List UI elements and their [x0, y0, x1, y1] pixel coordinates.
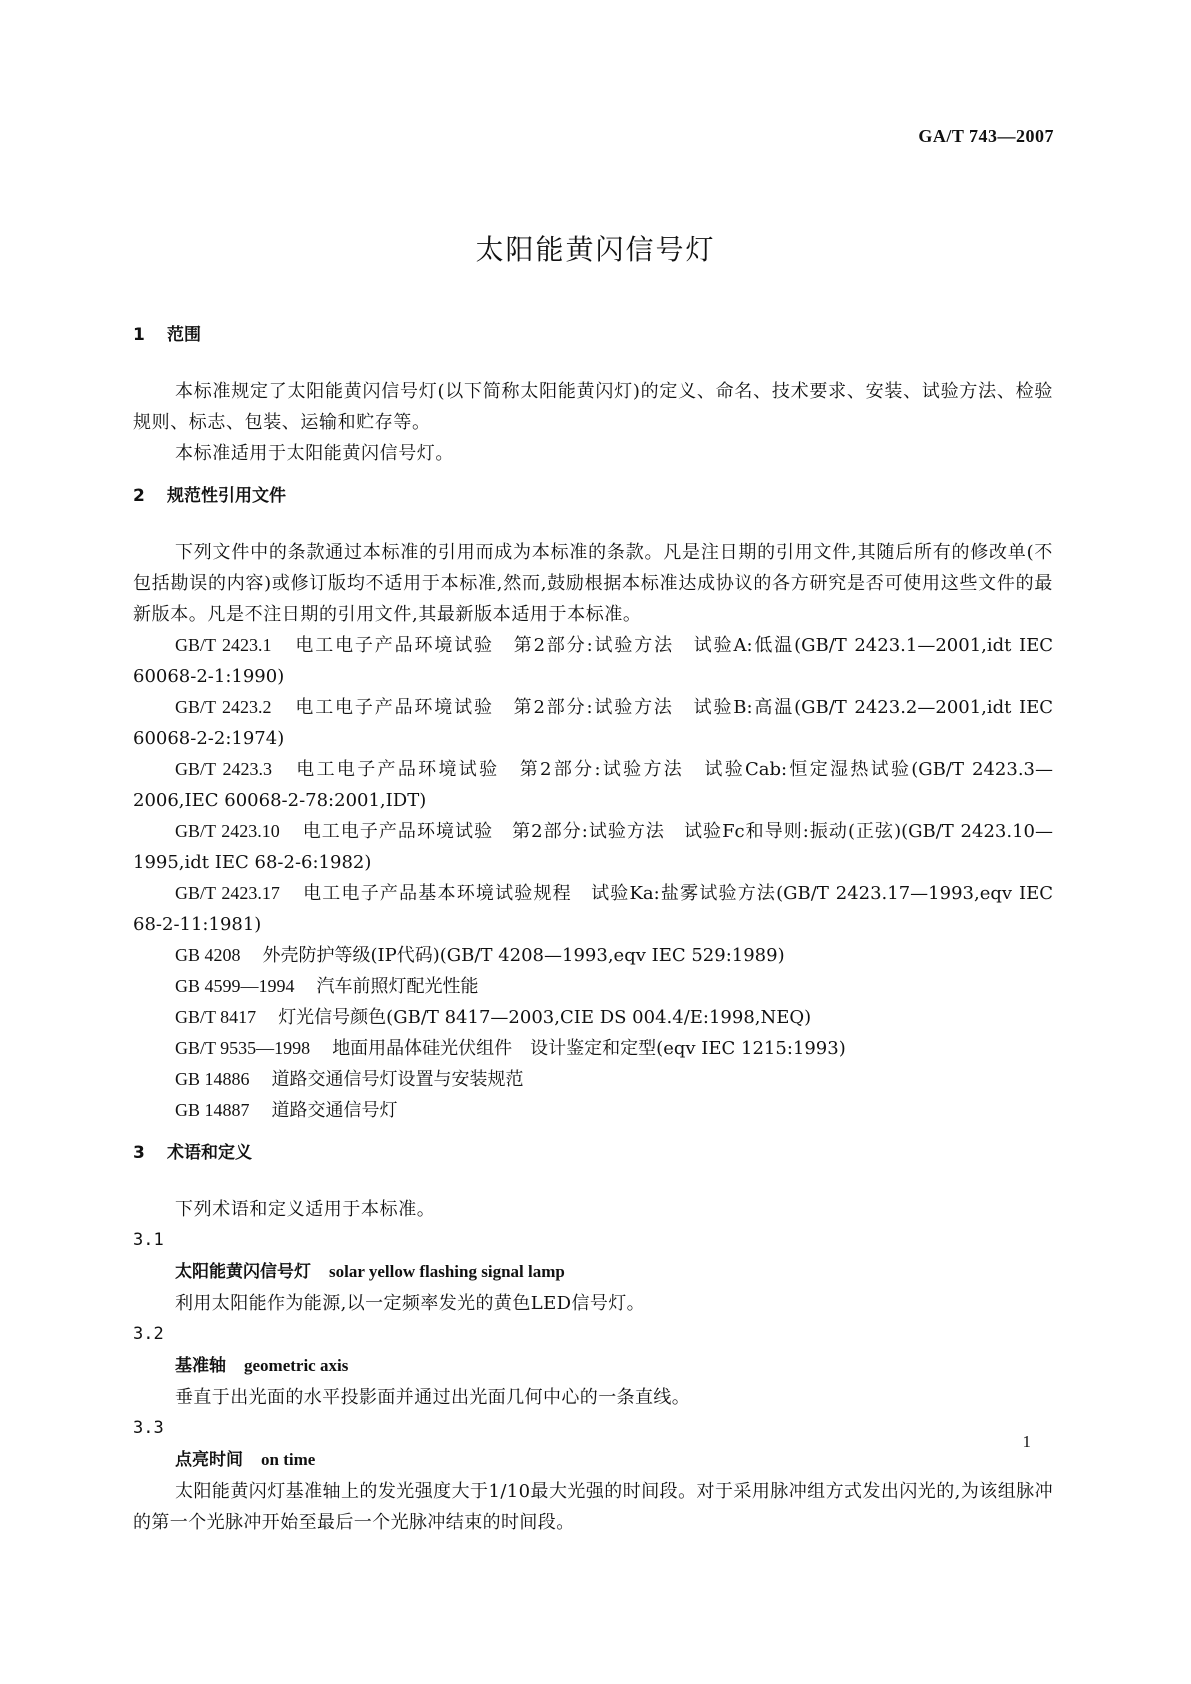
scope-paragraph: 本标准规定了太阳能黄闪信号灯(以下简称太阳能黄闪灯)的定义、命名、技术要求、安装、试验方法、检验规则、标志、包装、运输和贮存等。 [133, 381, 1053, 433]
term-number: 3.2 [133, 1324, 164, 1344]
section-title: 术语和定义 [167, 1143, 252, 1163]
reference-item [133, 630, 1053, 692]
reference-item [133, 878, 1053, 940]
section-number: 1 [133, 325, 145, 345]
section-heading-terms [133, 1142, 1053, 1164]
reference-code: GB/T 2423.17 [175, 883, 280, 903]
reference-item [133, 971, 1053, 1002]
section-title: 规范性引用文件 [167, 486, 286, 506]
reference-title: 灯光信号颜色(GB/T 8417—2003,CIE DS 004.4/E:1998,NEQ) [278, 1007, 812, 1028]
reference-title: 电工电子产品环境试验 第2部分:试验方法 试验Cab:恒定湿热试验(GB/T 2423.3—2006,IEC 60068-2-78:2001,IDT) [133, 759, 1053, 811]
section-heading-normative-references [133, 485, 1053, 507]
reference-item [133, 754, 1053, 816]
term-chinese: 太阳能黄闪信号灯 [175, 1262, 311, 1282]
term-english: on time [261, 1450, 316, 1469]
reference-title: 道路交通信号灯 [271, 1100, 398, 1121]
section-number: 3 [133, 1143, 145, 1163]
document-title: 太阳能黄闪信号灯 [475, 233, 716, 266]
reference-item [133, 940, 1053, 971]
reference-code: GB/T 8417 [175, 1007, 257, 1027]
reference-code: GB/T 2423.1 [175, 635, 272, 655]
section-title: 范围 [167, 325, 201, 345]
reference-code: GB 4208 [175, 945, 241, 965]
page-number: 1 [1022, 1432, 1031, 1451]
reference-item [133, 692, 1053, 754]
term-definition: 太阳能黄闪灯基准轴上的发光强度大于1/10最大光强的时间段。对于采用脉冲组方式发出闪光的,为该组脉冲的第一个光脉冲开始至最后一个光脉冲结束的时间段。 [133, 1481, 1053, 1533]
term-chinese: 点亮时间 [175, 1450, 243, 1470]
reference-title: 电工电子产品环境试验 第2部分:试验方法 试验B:高温(GB/T 2423.2—2001,idt IEC 60068-2-2:1974) [133, 697, 1053, 749]
reference-code: GB 14886 [175, 1069, 250, 1089]
reference-code: GB 4599—1994 [175, 976, 295, 996]
reference-list [133, 630, 1053, 1126]
term-definition: 垂直于出光面的水平投影面并通过出光面几何中心的一条直线。 [175, 1387, 691, 1408]
reference-code: GB/T 2423.10 [175, 821, 280, 841]
term-heading [133, 1350, 1053, 1382]
reference-code: GB/T 9535—1998 [175, 1038, 311, 1058]
section-heading-scope [133, 324, 1053, 346]
term-list [133, 1225, 1053, 1538]
reference-code: GB/T 2423.2 [175, 697, 272, 717]
scope-paragraph: 本标准适用于太阳能黄闪信号灯。 [175, 443, 454, 464]
reference-item [133, 1033, 1053, 1064]
term-number: 3.1 [133, 1230, 164, 1250]
reference-title: 电工电子产品环境试验 第2部分:试验方法 试验A:低温(GB/T 2423.1—2001,idt IEC 60068-2-1:1990) [133, 635, 1053, 687]
reference-code: GB 14887 [175, 1100, 250, 1120]
reference-item [133, 1064, 1053, 1095]
reference-item [133, 1095, 1053, 1126]
reference-title: 汽车前照灯配光性能 [316, 976, 479, 997]
standard-code: GA/T 743—2007 [918, 126, 1054, 146]
reference-title: 电工电子产品环境试验 第2部分:试验方法 试验Fc和导则:振动(正弦)(GB/T 2423.10—1995,idt IEC 68-2-6:1982) [133, 821, 1053, 873]
reference-code: GB/T 2423.3 [175, 759, 272, 779]
term-english: solar yellow flashing signal lamp [329, 1262, 565, 1281]
references-intro: 下列文件中的条款通过本标准的引用而成为本标准的条款。凡是注日期的引用文件,其随后所有的修改单(不包括勘误的内容)或修订版均不适用于本标准,然而,鼓励根据本标准达成协议的各方研究是否可使用这些文件的最新版本。凡是不注日期的引用文件,其最新版本适用于本标准。 [133, 542, 1053, 625]
reference-title: 道路交通信号灯设置与安装规范 [271, 1069, 524, 1090]
reference-title: 外壳防护等级(IP代码)(GB/T 4208—1993,eqv IEC 529:1989) [262, 945, 785, 966]
reference-title: 地面用晶体硅光伏组件 设计鉴定和定型(eqv IEC 1215:1993) [332, 1038, 846, 1059]
reference-title: 电工电子产品基本环境试验规程 试验Ka:盐雾试验方法(GB/T 2423.17—1993,eqv IEC 68-2-11:1981) [133, 883, 1053, 935]
term-heading [133, 1444, 1053, 1476]
term-definition: 利用太阳能作为能源,以一定频率发光的黄色LED信号灯。 [175, 1293, 646, 1314]
term-number: 3.3 [133, 1418, 164, 1438]
term-english: geometric axis [244, 1356, 349, 1375]
term-chinese: 基准轴 [175, 1356, 226, 1376]
terms-intro: 下列术语和定义适用于本标准。 [175, 1199, 436, 1220]
reference-item [133, 816, 1053, 878]
section-number: 2 [133, 486, 145, 506]
document-body [133, 324, 1053, 1538]
term-heading [133, 1256, 1053, 1288]
reference-item [133, 1002, 1053, 1033]
